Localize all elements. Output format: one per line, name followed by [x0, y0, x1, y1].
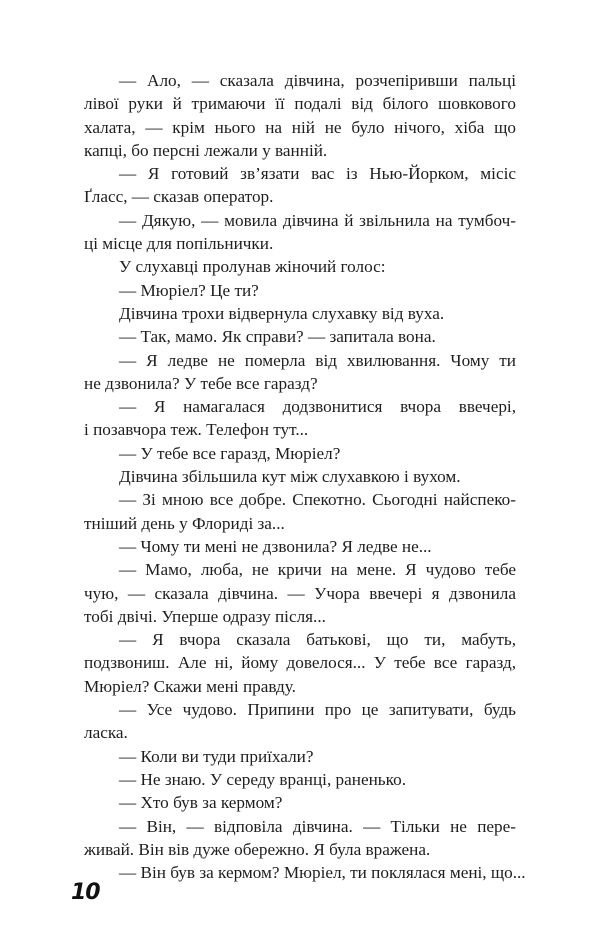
text-line: — Я готовий зв’язати вас із Нью-Йорком, місіс — [119, 164, 516, 184]
text-line: тобі двічі. Уперше одразу після... — [84, 606, 326, 626]
paragraph — [84, 768, 516, 791]
text-line: Ґласс, — сказав оператор. — [84, 187, 274, 207]
text-line: — Усе чудово. Припини про це запитувати, будь — [119, 700, 516, 720]
text-line: У слухавці пролунав жіночий голос: — [119, 257, 386, 277]
paragraph — [84, 302, 516, 325]
text-line: чую, — сказала дівчина. — Учора ввечері я дзвонила — [84, 583, 516, 603]
text-line: — Мюріел? Це ти? — [119, 280, 259, 300]
paragraph — [84, 628, 516, 698]
paragraph — [84, 209, 516, 256]
paragraph — [84, 279, 516, 302]
page-body-text — [84, 69, 526, 884]
text-line: — Зі мною все добре. Спекотно. Сьогодні найспеко- — [119, 490, 516, 510]
text-line: — Хто був за кермом? — [119, 793, 283, 813]
paragraph — [84, 558, 516, 628]
text-line: — У тебе все гаразд, Мюріел? — [119, 443, 341, 463]
text-line: — Не знаю. У середу вранці, раненько. — [119, 769, 406, 789]
paragraph — [84, 162, 516, 209]
text-line: — Коли ви туди приїхали? — [119, 746, 314, 766]
paragraph — [84, 69, 516, 162]
text-line: халата, — крім нього на ній не було нічого, хіба що — [84, 117, 516, 137]
text-line: — Я намагалася додзвонитися вчора ввечері, — [119, 397, 516, 417]
paragraph — [84, 255, 516, 278]
text-line: ласка. — [84, 723, 128, 743]
paragraph — [84, 442, 516, 465]
text-line: — Він, — відповіла дівчина. — Тільки не пере- — [119, 816, 516, 836]
page-number: 10 — [71, 880, 100, 905]
text-line: живай. Він вів дуже обережно. Я була вражена. — [84, 839, 431, 859]
text-line: — Мамо, люба, не кричи на мене. Я чудово тебе — [119, 560, 516, 580]
paragraph — [84, 745, 516, 768]
paragraph — [84, 395, 516, 442]
paragraph — [84, 325, 516, 348]
paragraph — [84, 861, 526, 884]
text-line: — Я вчора сказала батькові, що ти, мабуть, — [119, 630, 516, 650]
paragraph — [84, 465, 516, 488]
paragraph — [84, 791, 516, 814]
text-line: — Дякую, — мовила дівчина й звільнила на тумбоч- — [119, 210, 516, 230]
text-line: капці, бо персні лежали у ванній. — [84, 140, 328, 160]
text-line: лівої руки й тримаючи її подалі від білого шовкового — [84, 94, 516, 114]
text-line: не дзвонила? У тебе все гаразд? — [84, 373, 318, 393]
text-line: Дівчина збільшила кут між слухавкою і вухом. — [119, 467, 461, 487]
text-line: — Так, мамо. Як справи? — запитала вона. — [119, 327, 436, 347]
paragraph — [84, 698, 516, 745]
text-line: Дівчина трохи відвернула слухавку від вуха. — [119, 303, 445, 323]
text-line: — Ало, — сказала дівчина, розчепіривши пальці — [119, 71, 516, 90]
text-line: Мюріел? Скажи мені правду. — [84, 676, 296, 696]
text-line: — Він був за кермом? Мюріел, ти поклялася мені, що... — [119, 863, 526, 883]
text-line: ці місце для попільнички. — [84, 234, 274, 254]
text-line: і позавчора теж. Телефон тут... — [84, 420, 309, 440]
paragraph — [84, 349, 516, 396]
paragraph — [84, 488, 516, 535]
text-line: тніший день у Флориді за... — [84, 513, 285, 533]
text-line: — Чому ти мені не дзвонила? Я ледве не... — [119, 536, 432, 556]
paragraph — [84, 535, 516, 558]
text-line: подзвониш. Але ні, йому довелося... У тебе все гаразд, — [84, 653, 516, 673]
paragraph — [84, 815, 516, 862]
text-line: — Я ледве не померла від хвилювання. Чому ти — [119, 350, 516, 370]
